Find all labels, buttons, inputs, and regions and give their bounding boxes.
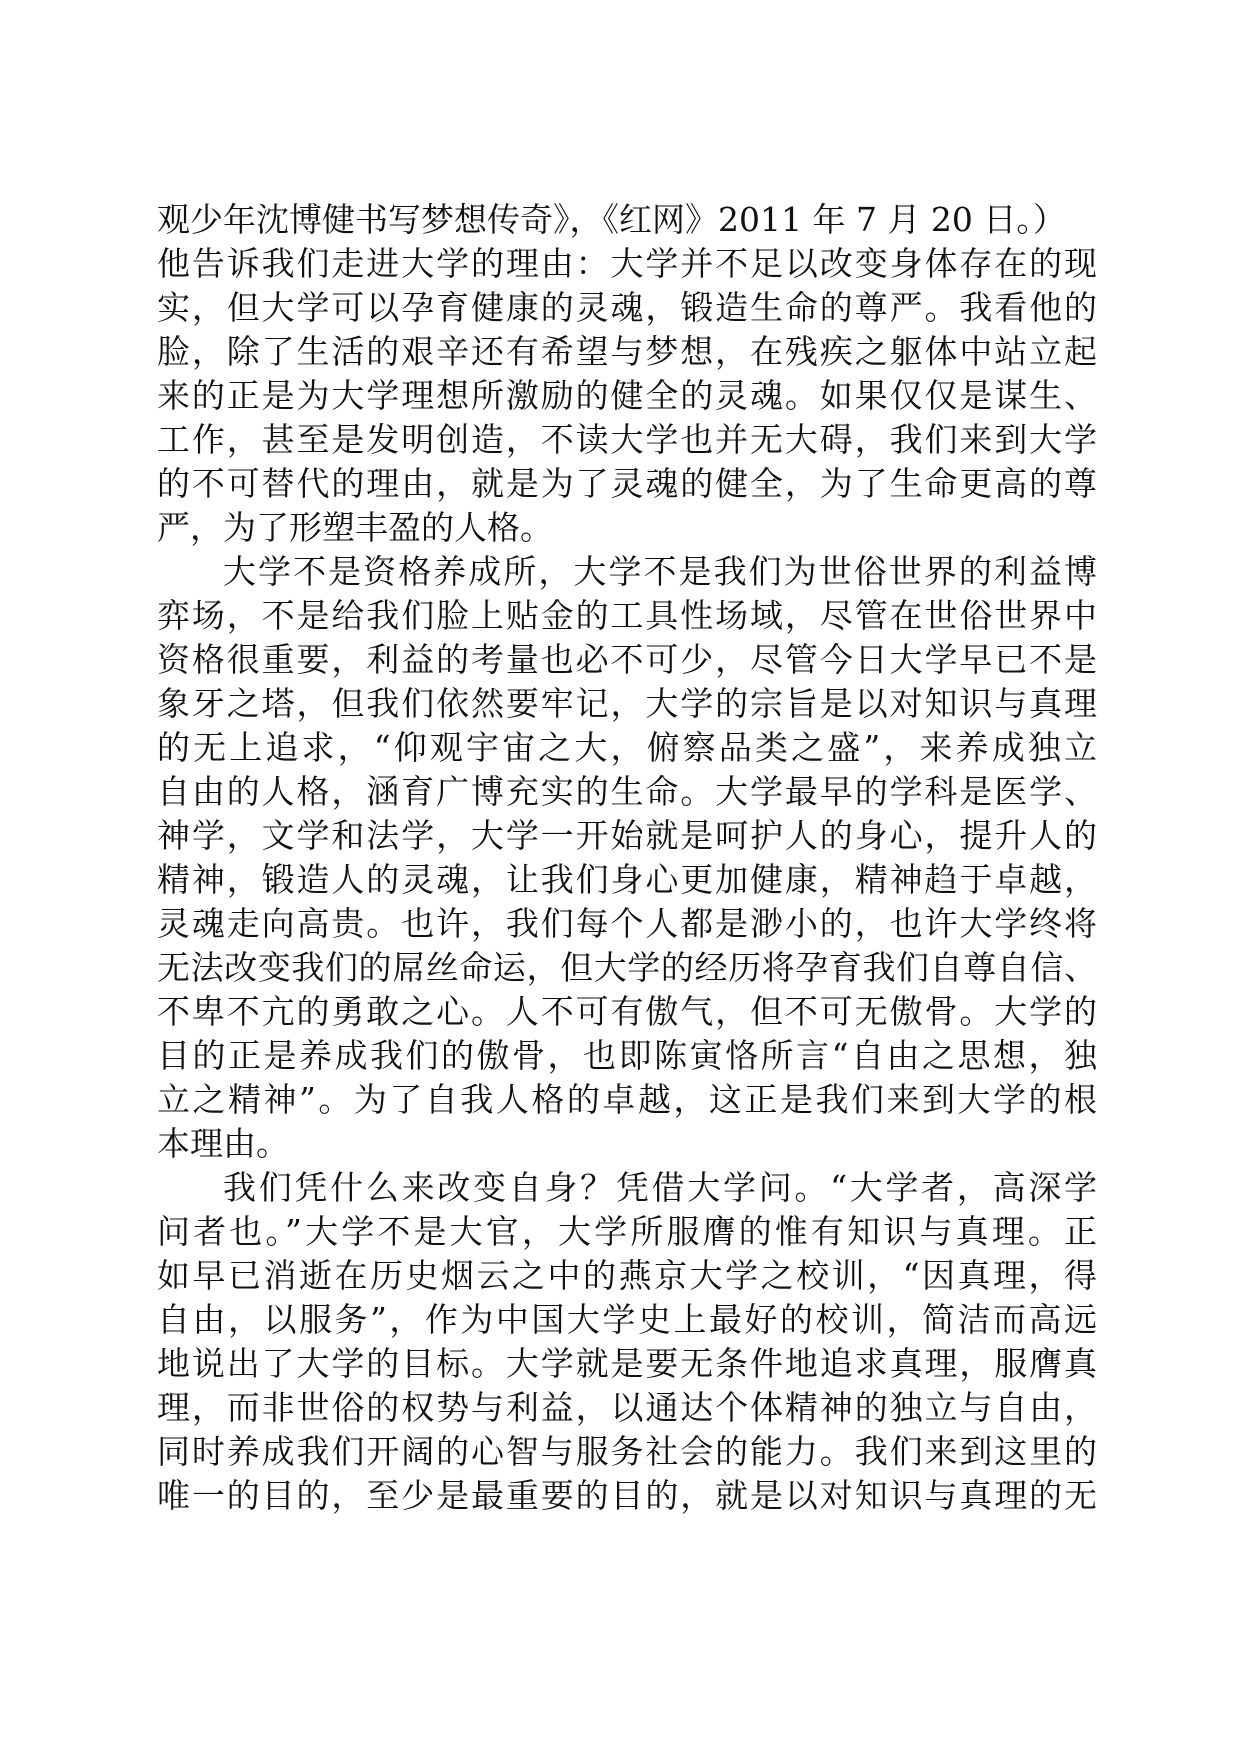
text-line: 无法改变我们的屌丝命运，但大学的经历将孕育我们自尊自信、 [157,948,1097,987]
text-line: 理，而非世俗的权势与利益，以通达个体精神的独立与自由， [157,1388,1097,1427]
text-line: 实，但大学可以孕育健康的灵魂，锻造生命的尊严。我看他的 [157,288,1097,327]
text-line: 立之精神”。为了自我人格的卓越，这正是我们来到大学的根 [157,1080,1097,1119]
text-line: 神学，文学和法学，大学一开始就是呵护人的身心，提升人的 [157,816,1097,855]
text-line: 大学不是资格养成所，大学不是我们为世俗世界的利益博 [223,552,1097,591]
text-line: 精神，锻造人的灵魂，让我们身心更加健康，精神趋于卓越， [157,860,1097,899]
text-line: 观少年沈博健书写梦想传奇》，《红网》2011 年 7 月 20 日。） [157,200,1066,239]
document-body [157,198,1097,1518]
text-line: 资格很重要，利益的考量也必不可少，尽管今日大学早已不是 [157,640,1097,679]
text-line: 同时养成我们开阔的心智与服务社会的能力。我们来到这里的 [157,1432,1097,1471]
text-line: 自由，以服务”，作为中国大学史上最好的校训，简洁而高远 [157,1300,1097,1339]
text-line: 工作，甚至是发明创造，不读大学也并无大碍，我们来到大学 [157,420,1097,459]
text-line: 他告诉我们走进大学的理由：大学并不足以改变身体存在的现 [157,244,1097,283]
text-line: 的不可替代的理由，就是为了灵魂的健全，为了生命更高的尊 [157,464,1097,503]
text-line: 如早已消逝在历史烟云之中的燕京大学之校训，“因真理，得 [157,1256,1097,1295]
text-line: 来的正是为大学理想所激励的健全的灵魂。如果仅仅是谋生、 [157,376,1097,415]
text-line: 地说出了大学的目标。大学就是要无条件地追求真理，服膺真 [157,1344,1097,1383]
text-line: 自由的人格，涵育广博充实的生命。大学最早的学科是医学、 [157,772,1097,811]
text-line: 的无上追求，“仰观宇宙之大，俯察品类之盛”，来养成独立 [157,728,1097,767]
text-line: 弈场，不是给我们脸上贴金的工具性场域，尽管在世俗世界中 [157,596,1097,635]
text-line: 问者也。”大学不是大官，大学所服膺的惟有知识与真理。正 [157,1212,1097,1251]
text-line: 灵魂走向高贵。也许，我们每个人都是渺小的，也许大学终将 [157,904,1097,943]
text-line: 目的正是养成我们的傲骨，也即陈寅恪所言“自由之思想，独 [157,1036,1097,1075]
text-line: 我们凭什么来改变自身？凭借大学问。“大学者，高深学 [223,1168,1097,1207]
text-line: 不卑不亢的勇敢之心。人不可有傲气，但不可无傲骨。大学的 [157,992,1097,1031]
text-line: 唯一的目的，至少是最重要的目的，就是以对知识与真理的无 [157,1476,1097,1515]
text-line: 象牙之塔，但我们依然要牢记，大学的宗旨是以对知识与真理 [157,684,1097,723]
text-line: 严，为了形塑丰盈的人格。 [157,508,553,547]
text-line: 脸，除了生活的艰辛还有希望与梦想，在残疾之躯体中站立起 [157,332,1097,371]
text-line: 本理由。 [157,1124,289,1163]
